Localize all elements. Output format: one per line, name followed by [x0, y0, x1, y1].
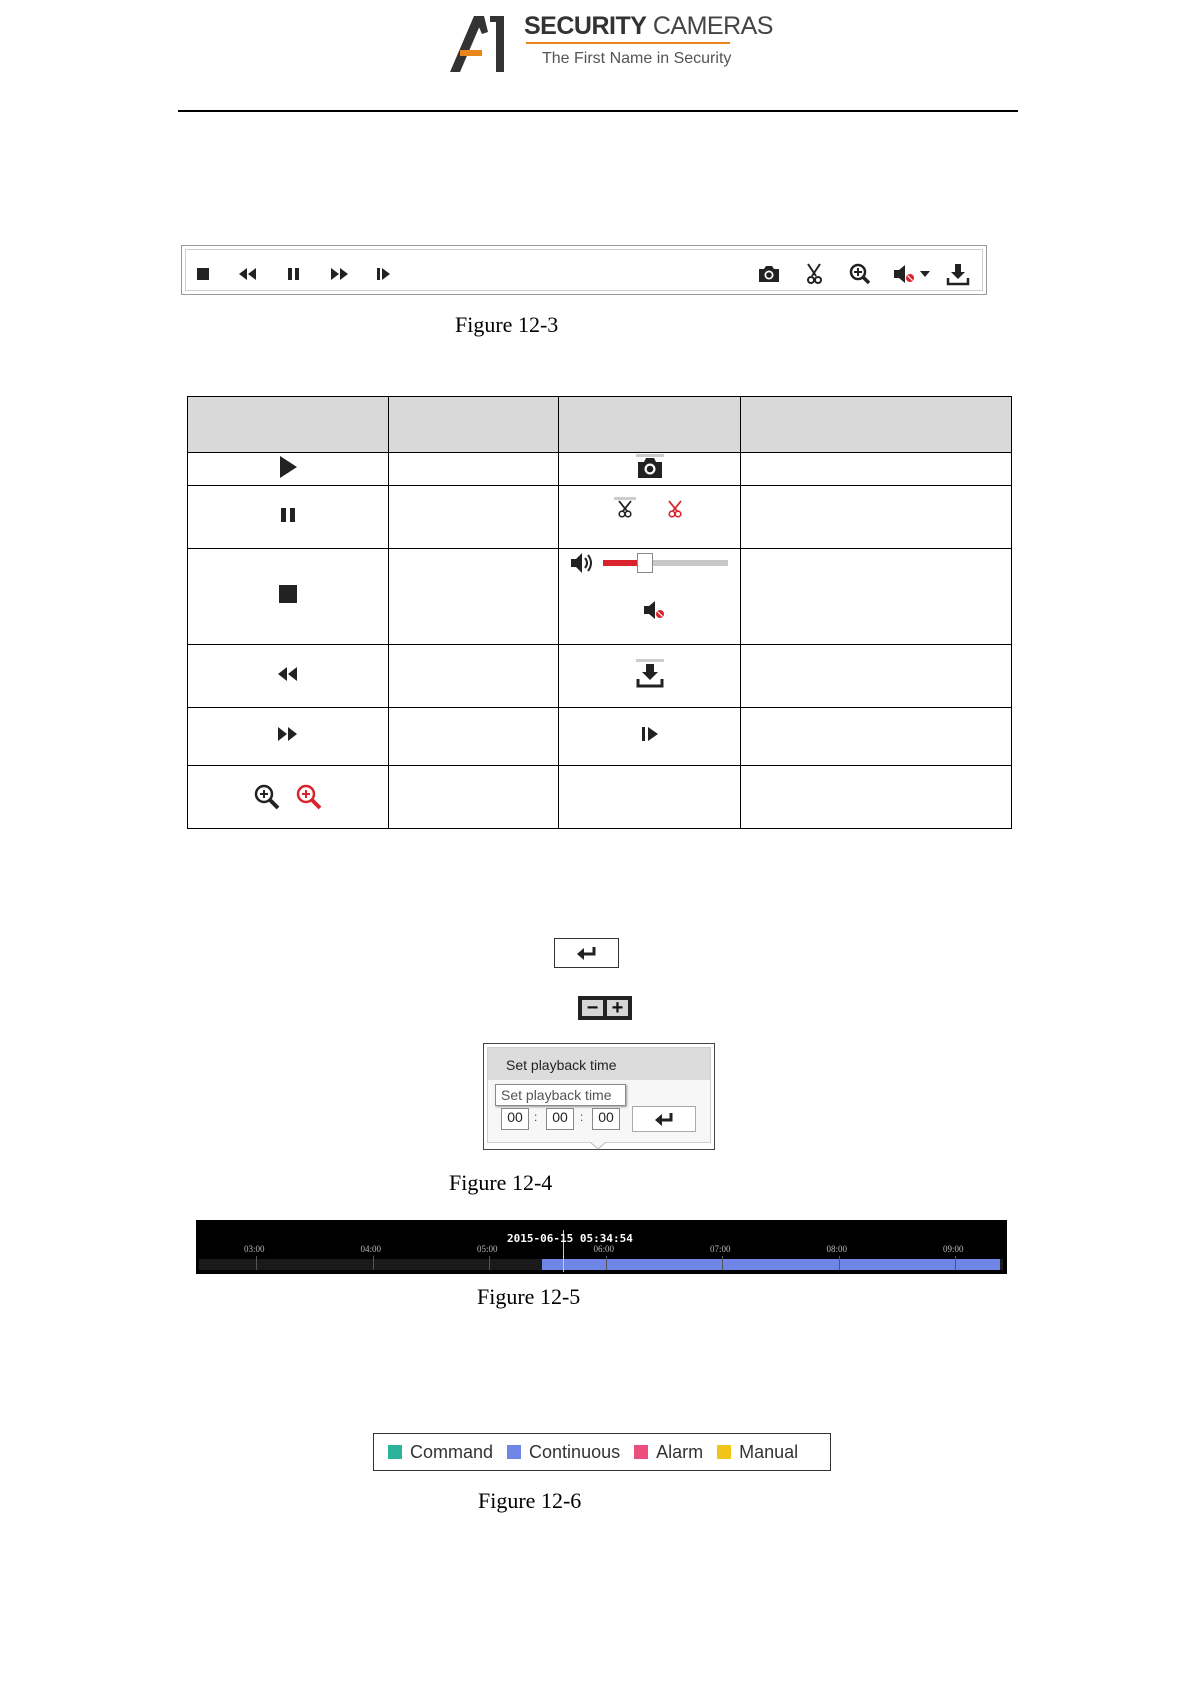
timeline-zoom-control — [578, 996, 632, 1020]
record-type-legend — [373, 1433, 831, 1471]
table-cell — [741, 708, 1012, 766]
table-cell — [188, 708, 389, 766]
set-playback-time-popup — [483, 1043, 715, 1150]
single-frame-icon — [639, 725, 661, 743]
audio-button[interactable] — [892, 261, 918, 287]
brand-thin: CAMERAS — [646, 12, 773, 40]
popup-pointer-icon — [590, 1142, 606, 1150]
go-to-time-button[interactable] — [632, 1106, 696, 1132]
table-cell — [741, 453, 1012, 486]
legend-item-alarm — [634, 1442, 703, 1463]
time-separator: : — [580, 1110, 584, 1124]
table-cell — [559, 486, 741, 549]
table-row — [188, 708, 1012, 766]
pause-button[interactable] — [280, 261, 306, 287]
legend-item-command — [388, 1442, 493, 1463]
legend-swatch — [388, 1445, 402, 1459]
legend-swatch — [634, 1445, 648, 1459]
toolbar-inner — [185, 249, 983, 291]
timeline-tick-label: 05:00 — [477, 1244, 498, 1254]
legend-label: Manual — [739, 1441, 799, 1462]
slow-forward-button[interactable] — [235, 261, 261, 287]
zoom-out-button[interactable]: − — [582, 1000, 603, 1016]
clip-icon — [802, 262, 826, 286]
timeline-tick — [722, 1256, 723, 1270]
popup-body — [487, 1047, 711, 1143]
timeline-tick — [839, 1256, 840, 1270]
pause-icon — [285, 266, 301, 282]
enter-icon — [653, 1111, 675, 1127]
second-input[interactable]: 00 — [592, 1108, 620, 1130]
audio-dropdown-button[interactable] — [916, 261, 934, 287]
single-frame-button[interactable] — [371, 261, 397, 287]
digital-zoom-icon — [253, 783, 281, 811]
brand-tagline: The First Name in Security — [542, 50, 732, 67]
table-cell — [389, 453, 559, 486]
table-cell — [389, 486, 559, 549]
button-description-table — [187, 396, 1012, 829]
table-cell — [389, 708, 559, 766]
figure-12-4-caption: Figure 12-4 — [449, 1170, 553, 1195]
time-separator: : — [534, 1110, 538, 1124]
digital-zoom-active-icon — [295, 783, 323, 811]
header-cell-description — [389, 397, 559, 453]
timeline-tick-label: 07:00 — [710, 1244, 731, 1254]
digital-zoom-button[interactable] — [847, 261, 873, 287]
playback-toolbar — [181, 245, 987, 295]
download-icon — [946, 262, 970, 286]
table-cell — [559, 549, 741, 645]
timeline-tick-label: 03:00 — [244, 1244, 265, 1254]
legend-label: Command — [410, 1441, 494, 1462]
clip-active-icon — [664, 497, 686, 519]
timeline-tick — [606, 1256, 607, 1270]
table-row — [188, 645, 1012, 708]
timeline-timestamp: 2015-06-15 05:34:54 — [507, 1232, 633, 1245]
play-icon — [277, 454, 299, 480]
table-cell — [559, 708, 741, 766]
table-cell — [188, 549, 389, 645]
table-cell — [389, 645, 559, 708]
table-cell — [741, 549, 1012, 645]
audio-mute-icon — [642, 599, 668, 621]
capture-button[interactable] — [756, 261, 782, 287]
timeline-tick — [256, 1256, 257, 1270]
dropdown-arrow-icon — [920, 270, 930, 278]
table-row — [188, 486, 1012, 549]
legend-swatch — [717, 1445, 731, 1459]
legend-label: Alarm — [656, 1441, 704, 1462]
zoom-in-button[interactable]: + — [607, 1000, 628, 1016]
figure-12-3-caption: Figure 12-3 — [455, 312, 559, 337]
clip-icon — [614, 497, 636, 519]
timeline-tick-label: 06:00 — [593, 1244, 615, 1254]
table-cell — [741, 486, 1012, 549]
popup-title: Set playback time — [506, 1057, 617, 1073]
legend-item-continuous — [507, 1442, 620, 1463]
timeline-tick-label: 09:00 — [943, 1244, 964, 1254]
figure-12-6-caption: Figure 12-6 — [478, 1488, 582, 1513]
a1-logo-icon — [448, 12, 524, 74]
download-icon — [636, 659, 664, 689]
table-row — [188, 766, 1012, 829]
clip-button[interactable] — [801, 261, 827, 287]
hour-input[interactable]: 00 — [501, 1108, 529, 1130]
fast-forward-button[interactable] — [326, 261, 352, 287]
enter-icon — [575, 945, 599, 961]
timeline-tick — [489, 1256, 490, 1270]
playback-timeline[interactable] — [196, 1220, 1007, 1274]
audio-mute-icon — [892, 263, 918, 285]
volume-fill — [603, 560, 639, 566]
header-divider — [178, 110, 1018, 112]
brand-bold: SECURITY — [524, 12, 647, 40]
table-cell — [389, 766, 559, 829]
brand-title — [524, 12, 773, 41]
legend-swatch — [507, 1445, 521, 1459]
figure-12-5-caption: Figure 12-5 — [477, 1284, 581, 1309]
timeline-tick — [955, 1256, 956, 1270]
popup-tooltip: Set playback time — [495, 1084, 626, 1106]
fast-forward-icon — [275, 725, 301, 743]
header-cell-button-2 — [559, 397, 741, 453]
timeline-tick-label: 08:00 — [826, 1244, 848, 1254]
capture-icon — [757, 264, 781, 284]
table-cell — [741, 645, 1012, 708]
header-cell-description-2 — [741, 397, 1012, 453]
brand-rule — [526, 42, 730, 44]
single-frame-icon — [374, 266, 394, 282]
table-row — [188, 453, 1012, 486]
digital-zoom-icon — [848, 262, 872, 286]
table-row — [188, 549, 1012, 645]
table-cell — [559, 645, 741, 708]
stop-icon — [278, 584, 298, 604]
continuous-record-bar — [542, 1259, 999, 1270]
stop-icon — [195, 266, 211, 282]
table-cell — [559, 453, 741, 486]
table-cell — [559, 766, 741, 829]
volume-slider-handle[interactable] — [637, 553, 653, 573]
slow-forward-icon — [275, 665, 301, 683]
header-cell-button — [188, 397, 389, 453]
table-header-row — [188, 397, 1012, 453]
stop-button[interactable] — [190, 261, 216, 287]
pause-icon — [278, 506, 298, 524]
table-cell — [188, 453, 389, 486]
capture-icon — [636, 454, 664, 480]
enter-button[interactable] — [554, 938, 619, 968]
download-button[interactable] — [945, 261, 971, 287]
table-cell — [741, 766, 1012, 829]
timeline-tick — [373, 1256, 374, 1270]
audio-on-icon — [569, 551, 595, 575]
table-cell — [188, 645, 389, 708]
fast-forward-icon — [328, 266, 350, 282]
table-cell — [188, 486, 389, 549]
legend-item-manual — [717, 1442, 798, 1463]
timeline-tick-label: 04:00 — [360, 1244, 382, 1254]
legend-label: Continuous — [529, 1441, 621, 1462]
table-cell — [188, 766, 389, 829]
slow-forward-icon — [237, 266, 259, 282]
table-cell — [389, 549, 559, 645]
minute-input[interactable]: 00 — [546, 1108, 574, 1130]
